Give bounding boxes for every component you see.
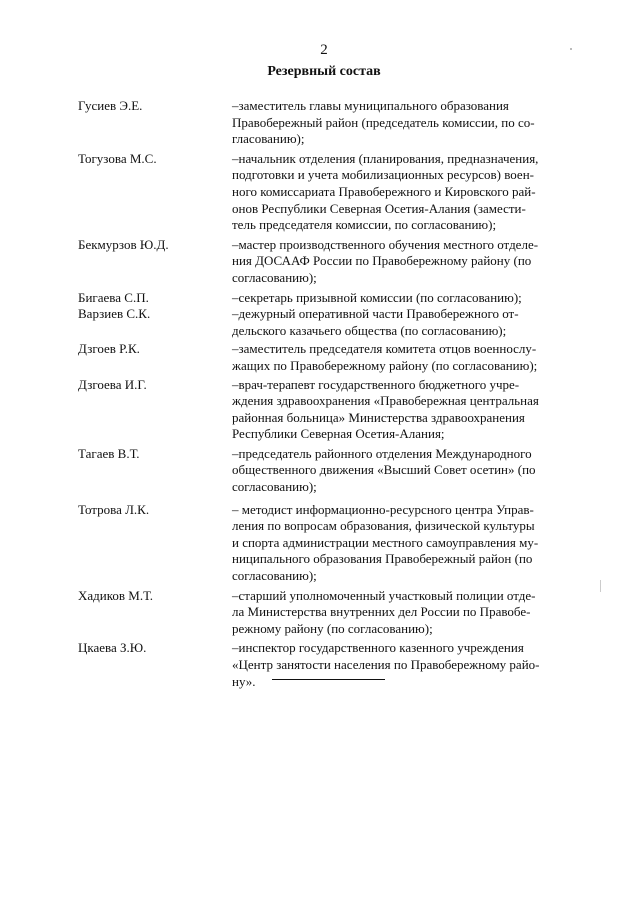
list-item bbox=[0, 237, 640, 287]
member-name: Гусиев Э.Е. bbox=[78, 98, 143, 113]
member-name: Дзгоев Р.К. bbox=[78, 341, 140, 357]
list-item bbox=[0, 151, 640, 234]
member-role: – методист информационно-ресурсного центра Управ- ления по вопросам образования, физической культуры и спорта администрации местного самоуправления му- ниципального образования Правобережный район (по согласованию); bbox=[232, 501, 539, 584]
list-item bbox=[0, 341, 640, 374]
member-name: Тогузова М.С. bbox=[78, 150, 157, 166]
member-name: Тагаев В.Т. bbox=[78, 445, 140, 461]
member-role: –инспектор государственного казенного учреждения «Центр занятости населения по Правобережному райо- ну». bbox=[232, 640, 540, 689]
list-item bbox=[0, 640, 640, 690]
member-role: –старший уполномоченный участковый полиции отде- ла Министерства внутренних дел России по Правобе- режному району (по согласованию); bbox=[232, 587, 536, 636]
member-role: –председатель районного отделения Международного общественного движения «Высший Совет осетин» (по согласованию); bbox=[232, 445, 536, 495]
list-item bbox=[0, 588, 640, 638]
member-name: Хадиков М.Т. bbox=[78, 587, 153, 603]
list-item bbox=[0, 290, 640, 307]
member-role: –дежурный оперативной части Правобережного от- дельского казачьего общества (по согласованию); bbox=[232, 306, 519, 338]
member-role: –заместитель председателя комитета отцов военнослу- жащих по Правобережному району (по согласованию); bbox=[232, 341, 538, 373]
member-name: Дзгоева И.Г. bbox=[78, 376, 147, 392]
list-item bbox=[0, 377, 640, 443]
member-name: Бигаева С.П. bbox=[78, 289, 149, 305]
member-name: Бекмурзов Ю.Д. bbox=[78, 236, 169, 252]
closing-divider bbox=[272, 679, 385, 680]
member-role: –начальник отделения (планирования, предназначения, подготовки и учета мобилизационных ресурсов) воен- ного комиссариата Правобережного и Кировского рай- онов Республики Северная Осетия-Алания (замести- тель председателя комиссии, по согласованию); bbox=[232, 150, 539, 233]
list-item bbox=[0, 446, 640, 496]
list-item bbox=[0, 306, 640, 339]
member-name: Варзиев С.К. bbox=[78, 306, 151, 322]
member-list bbox=[0, 98, 640, 690]
list-item bbox=[0, 502, 640, 585]
member-role: –мастер производственного обучения местного отделе- ния ДОСААФ России по Правобережному району (по согласованию); bbox=[232, 236, 539, 285]
member-name: Цкаева З.Ю. bbox=[78, 640, 147, 656]
member-role: –заместитель главы муниципального образования Правобережный район (председатель комиссии, по со- гласованию); bbox=[232, 98, 535, 147]
page-number: 2 bbox=[320, 42, 328, 58]
member-role: –врач-терапевт государственного бюджетного учре- ждения здравоохранения «Правобережная центральная районная больница» Министерства здравоохранения Республики Северная Осетия-Алания; bbox=[232, 376, 539, 442]
list-item bbox=[0, 98, 640, 148]
page-title: Резервный состав bbox=[267, 64, 381, 79]
member-role: –секретарь призывной комиссии (по согласованию); bbox=[232, 289, 522, 305]
member-name: Тотрова Л.К. bbox=[78, 501, 150, 517]
